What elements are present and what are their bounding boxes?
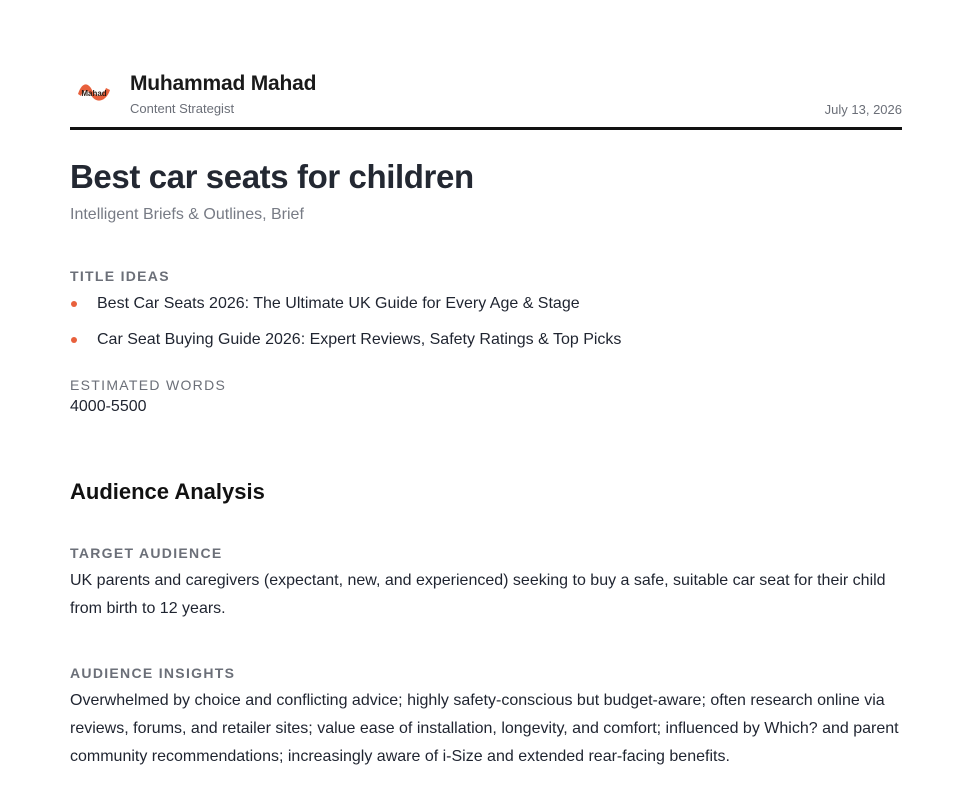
title-idea-item: [70, 293, 902, 329]
title-idea-item: [70, 329, 902, 365]
estimated-words-label: ESTIMATED WORDS: [70, 377, 227, 393]
document-date: July 13, 2026: [824, 102, 902, 117]
logo-text: Mahad: [81, 89, 107, 98]
estimated-words-value: 4000-5500: [70, 398, 147, 415]
target-audience-text: UK parents and caregivers (expectant, new, and experienced) seeking to buy a safe, suitable car seat for their child from birth to 12 years.: [70, 572, 886, 617]
brand-logo: [76, 78, 112, 106]
title-ideas-label: TITLE IDEAS: [70, 268, 170, 284]
bullet-icon: [71, 301, 77, 307]
author-name: Muhammad Mahad: [130, 72, 317, 95]
document-title: Best car seats for children: [70, 158, 474, 195]
document-header: [70, 68, 902, 130]
audience-insights-label: AUDIENCE INSIGHTS: [70, 665, 236, 681]
document-subtitle: Intelligent Briefs & Outlines, Brief: [70, 206, 304, 223]
target-audience-label: TARGET AUDIENCE: [70, 545, 223, 561]
audience-analysis-heading: Audience Analysis: [70, 479, 265, 504]
title-idea-text: Car Seat Buying Guide 2026: Expert Reviews, Safety Ratings & Top Picks: [97, 331, 622, 348]
bullet-icon: [71, 337, 77, 343]
author-role: Content Strategist: [130, 101, 235, 116]
title-ideas-list: [70, 293, 902, 365]
audience-insights-text: Overwhelmed by choice and conflicting advice; highly safety-conscious but budget-aware; often research online via reviews, forums, and retailer sites; value ease of installation, longevity, and comfort; influenced by Which? and parent community recommendations; increasingly aware of i-Size and extended rear-facing benefits.: [70, 692, 899, 765]
title-idea-text: Best Car Seats 2026: The Ultimate UK Guide for Every Age & Stage: [97, 295, 580, 312]
